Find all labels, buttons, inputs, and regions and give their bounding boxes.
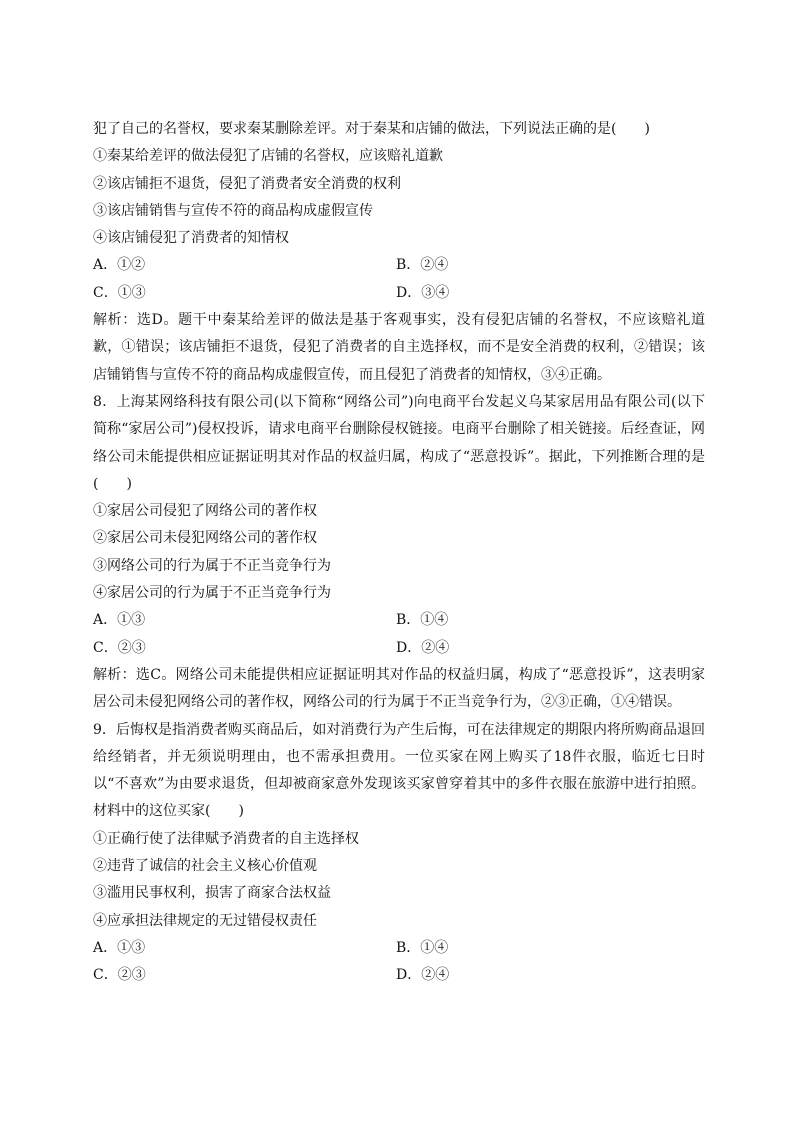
q8-options-row-2: [93, 635, 705, 662]
q8-item-2: ②家居公司未侵犯网络公司的著作权: [93, 530, 317, 547]
q7-option-b: B．②④: [396, 257, 449, 274]
q9-option-d: D．②④: [396, 967, 450, 984]
q8-option-a: A．①③: [93, 612, 146, 629]
q9-stem: 9．后悔权是指消费者购买商品后，如对消费行为产生后悔，可在法律规定的期限内将所购商品退回给经销者，并无须说明理由，也不需承担费用。一位买家在网上购买了18件衣服，临近七日时以“不喜欢”为由要求退货，但却被商家意外发现该买家曾穿着其中的多件衣服在旅游中进行拍照。材料中的这位买家( ): [93, 721, 705, 820]
q7-option-d: D．③④: [396, 284, 450, 301]
q9-options-row-2: [93, 962, 705, 989]
q9-item-4: ④应承担法律规定的无过错侵权责任: [93, 912, 317, 929]
q7-stem-tail: 犯了自己的名誉权，要求秦某删除差评。对于秦某和店铺的做法，下列说法正确的是( ): [93, 121, 650, 137]
q8-item-3: ③网络公司的行为属于不正当竞争行为: [93, 557, 331, 574]
q7-option-c: C．①③: [93, 284, 146, 301]
q7-item-3: ③该店铺销售与宣传不符的商品构成虚假宣传: [93, 202, 373, 219]
q8-analysis: 解析：选C。网络公司未能提供相应证据证明其对作品的权益归属，构成了“恶意投诉”，这表明家居公司未侵犯网络公司的著作权，网络公司的行为属于不正当竞争行为，②③正确，①④错误。: [93, 666, 705, 711]
q8-stem: 8．上海某网络科技有限公司(以下简称“网络公司”)向电商平台发起义乌某家居用品有限公司(以下简称“家居公司”)侵权投诉，请求电商平台删除侵权链接。电商平台删除了相关链接。后经查证，网络公司未能提供相应证据证明其对作品的权益归属，构成了“恶意投诉”。据此，下列推断合理的是( ): [93, 393, 705, 492]
q9-item-1: ①正确行使了法律赋予消费者的自主选择权: [93, 830, 359, 847]
q7-item-2: ②该店铺拒不退货，侵犯了消费者安全消费的权利: [93, 175, 401, 192]
q9-item-3: ③滥用民事权利，损害了商家合法权益: [93, 885, 331, 902]
q7-options-row-2: [93, 280, 705, 307]
q8-option-c: C．②③: [93, 639, 146, 656]
q9-option-b: B．①④: [396, 939, 449, 956]
q7-item-1: ①秦某给差评的做法侵犯了店铺的名誉权，应该赔礼道歉: [93, 148, 443, 165]
q7-option-a: A．①②: [93, 257, 146, 274]
document-content: [93, 116, 705, 990]
q8-options-row-1: [93, 607, 705, 634]
q9-option-a: A．①③: [93, 939, 146, 956]
q8-option-b: B．①④: [396, 612, 449, 629]
q9-options-row-1: [93, 935, 705, 962]
q8-item-1: ①家居公司侵犯了网络公司的著作权: [93, 503, 317, 520]
q9-item-2: ②违背了诚信的社会主义核心价值观: [93, 858, 317, 875]
q7-item-4: ④该店铺侵犯了消费者的知情权: [93, 230, 289, 247]
q9-option-c: C．②③: [93, 967, 146, 984]
q7-analysis: 解析：选D。题干中秦某给差评的做法是基于客观事实，没有侵犯店铺的名誉权，不应该赔礼道歉，①错误；该店铺拒不退货，侵犯了消费者的自主选择权，而不是安全消费的权利，②错误；该店铺销售与宣传不符的商品构成虚假宣传，而且侵犯了消费者的知情权，③④正确。: [93, 312, 705, 383]
q7-options-row-1: [93, 252, 705, 279]
q8-item-4: ④家居公司的行为属于不正当竞争行为: [93, 585, 331, 602]
q8-option-d: D．②④: [396, 639, 450, 656]
